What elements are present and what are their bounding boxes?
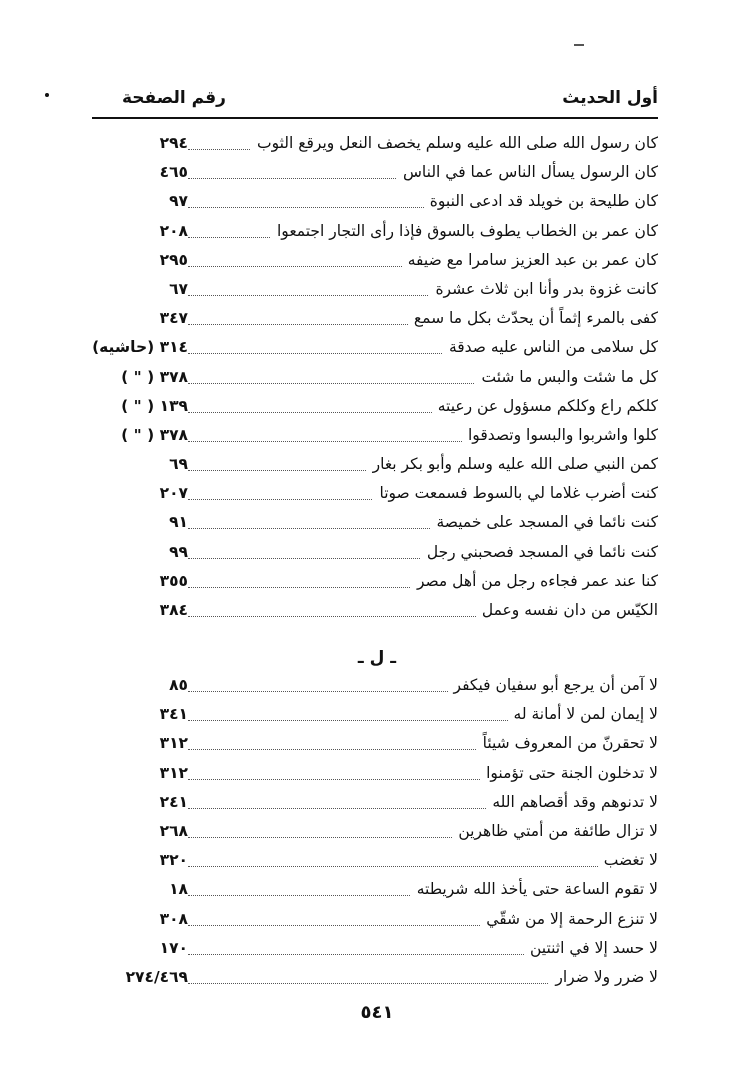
entry-text: كمن النبي صلى الله عليه وسلم وأبو بكر بغار — [367, 455, 658, 473]
entry-text: كنت نائما في المسجد فصحبني رجل — [421, 543, 658, 561]
index-section-kaf — [92, 131, 658, 627]
entry-text: لا تدنوهم وقد أقصاهم الله — [486, 793, 658, 811]
index-entry — [92, 673, 658, 702]
index-entry — [92, 848, 658, 877]
entry-page-number: ٣٠٨ — [104, 910, 188, 928]
entry-page-number: ٣٢٠ — [104, 851, 188, 869]
entry-page-number: ٨٥ — [104, 676, 188, 694]
index-entry — [92, 423, 658, 452]
entry-page-number: ٣١٤ (حاشيه) — [92, 338, 188, 357]
index-entry — [92, 761, 658, 790]
index-entry — [92, 936, 658, 965]
entry-text: لا تغضب — [598, 851, 658, 869]
stray-ink-dot — [45, 93, 49, 97]
entry-text: كنت نائما في المسجد على خميصة — [430, 513, 658, 531]
entry-page-number: ٩٩ — [104, 543, 188, 561]
entry-page-number: ٢٩٥ — [104, 251, 188, 269]
index-section-lam — [92, 673, 658, 994]
entry-page-number: ٢٠٧ — [104, 484, 188, 502]
entry-page-number: ٣٨٤ — [104, 601, 188, 619]
stray-ink-mark — [574, 44, 584, 46]
entry-page-number: ٣٧٨ ( " ) — [104, 368, 188, 386]
entry-text: كفى بالمرء إثماً أن يحدّث بكل ما سمع — [408, 309, 658, 327]
entry-text: لا تزال طائفة من أمتي ظاهرين — [452, 822, 658, 840]
entry-text: لا آمن أن يرجع أبو سفيان فيكفر — [448, 676, 658, 694]
header-divider — [92, 117, 658, 119]
entry-text: لا تقوم الساعة حتى يأخذ الله شريطته — [411, 880, 658, 898]
page-number-footer: ٥٤١ — [360, 1002, 394, 1023]
entry-text: كل ما شئت والبس ما شئت — [475, 368, 658, 386]
entry-page-number: ٢٦٨ — [104, 822, 188, 840]
entry-page-number: ٣٤٧ — [104, 309, 188, 327]
index-entry — [92, 277, 658, 306]
entry-page-number: ٢٠٨ — [104, 222, 188, 240]
letter-section-heading: ـ ل ـ — [357, 648, 397, 668]
entry-page-number: ١٨ — [104, 880, 188, 898]
entry-text: لا ضرر ولا ضرار — [549, 968, 658, 986]
entry-page-number: ٣٥٥ — [104, 572, 188, 590]
entry-text: الكيّس من دان نفسه وعمل — [476, 601, 658, 619]
entry-page-number: ٤٦٥ — [104, 163, 188, 181]
entry-page-number: ٢٧٤/٤٦٩ — [104, 968, 188, 986]
index-entry — [92, 394, 658, 423]
column-title-hadith-start: أول الحديث — [562, 88, 658, 108]
index-entry — [92, 160, 658, 189]
index-entry — [92, 790, 658, 819]
entry-page-number: ٣٧٨ ( " ) — [104, 426, 188, 444]
index-entry — [92, 306, 658, 335]
entry-page-number: ٣١٢ — [104, 764, 188, 782]
index-entry — [92, 965, 658, 994]
entry-text: كان طليحة بن خويلد قد ادعى النبوة — [424, 192, 658, 210]
entry-text: كان عمر بن الخطاب يطوف بالسوق فإذا رأى التجار اجتمعوا — [271, 222, 658, 240]
index-entry — [92, 335, 658, 364]
entry-page-number: ٦٧ — [104, 280, 188, 298]
index-entry — [92, 131, 658, 160]
index-entry — [92, 819, 658, 848]
entry-text: لا حسد إلا في اثنتين — [524, 939, 658, 957]
index-entry — [92, 365, 658, 394]
entry-text: كلوا واشربوا والبسوا وتصدقوا — [462, 426, 658, 444]
entry-page-number: ٦٩ — [104, 455, 188, 473]
index-entry — [92, 452, 658, 481]
entry-text: كلكم راع وكلكم مسؤول عن رعيته — [432, 397, 658, 415]
entry-page-number: ١٣٩ ( " ) — [104, 397, 188, 415]
index-entry — [92, 569, 658, 598]
entry-page-number: ٢٤١ — [104, 793, 188, 811]
index-entry — [92, 510, 658, 539]
dot-leader — [188, 866, 658, 867]
entry-page-number: ٣١٢ — [104, 734, 188, 752]
entry-text: كنا عند عمر فجاءه رجل من أهل مصر — [411, 572, 658, 590]
index-entry — [92, 907, 658, 936]
entry-page-number: ٩٧ — [104, 192, 188, 210]
entry-text: كانت غزوة بدر وأنا ابن ثلاث عشرة — [429, 280, 658, 298]
index-entry — [92, 540, 658, 569]
entry-text: كنت أضرب غلاما لي بالسوط فسمعت صوتا — [373, 484, 658, 502]
entry-page-number: ١٧٠ — [104, 939, 188, 957]
entry-text: لا تنزع الرحمة إلا من شقّي — [480, 910, 658, 928]
column-title-page-number: رقم الصفحة — [122, 88, 226, 108]
entry-page-number: ٩١ — [104, 513, 188, 531]
index-entry — [92, 877, 658, 906]
entry-text: كل سلامى من الناس عليه صدقة — [443, 338, 658, 356]
entry-text: لا تحقرنّ من المعروف شيئاً — [477, 734, 658, 752]
entry-text: لا تدخلون الجنة حتى تؤمنوا — [480, 764, 658, 782]
index-entry — [92, 248, 658, 277]
index-entry — [92, 702, 658, 731]
page-header — [92, 84, 658, 114]
index-entry — [92, 731, 658, 760]
index-entry — [92, 189, 658, 218]
index-entry — [92, 481, 658, 510]
entry-text: لا إيمان لمن لا أمانة له — [508, 705, 658, 723]
entry-text: كان عمر بن عبد العزيز سامرا مع ضيفه — [402, 251, 658, 269]
entry-text: كان الرسول يسأل الناس عما في الناس — [397, 163, 658, 181]
index-entry — [92, 598, 658, 627]
index-entry — [92, 219, 658, 248]
entry-page-number: ٣٤١ — [104, 705, 188, 723]
entry-text: كان رسول الله صلى الله عليه وسلم يخصف النعل ويرقع الثوب — [251, 134, 658, 152]
entry-page-number: ٢٩٤ — [104, 134, 188, 152]
